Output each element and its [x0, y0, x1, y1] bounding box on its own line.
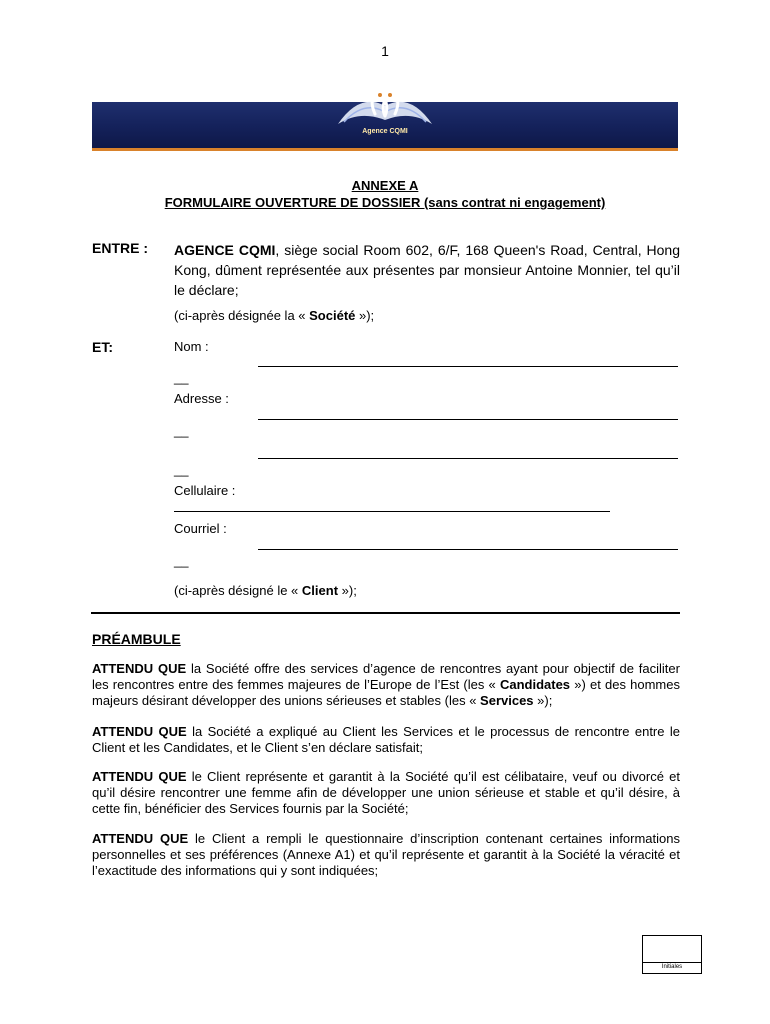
company-description	[174, 240, 680, 300]
adresse-line-1-end: __	[174, 423, 189, 438]
initials-label: Initiales	[661, 964, 683, 970]
company-name: AGENCE CQMI	[174, 242, 276, 258]
between-label: ENTRE :	[92, 240, 148, 256]
company-designation	[174, 308, 374, 323]
defined-term: Services	[480, 693, 534, 708]
cellulaire-line[interactable]	[174, 511, 610, 512]
nom-label: Nom :	[174, 339, 209, 354]
whereas-lead: ATTENDU QUE	[92, 661, 187, 676]
annex-title: ANNEXE A	[351, 178, 419, 193]
swan-logo-icon	[330, 84, 440, 148]
whereas-lead: ATTENDU QUE	[92, 831, 189, 846]
designation-suffix: »);	[355, 308, 375, 323]
nom-line-end: __	[174, 370, 189, 385]
paragraph-text: la Société offre des services d’agence de rencontres ayant pour objectif de faciliter les rencontres entre des femmes majeures de l’Europe de l’Est (les «	[92, 661, 680, 692]
client-designation	[174, 583, 357, 598]
cellulaire-label: Cellulaire :	[174, 483, 236, 498]
adresse-line-2-end: __	[174, 462, 189, 477]
initials-divider	[643, 962, 701, 963]
whereas-lead: ATTENDU QUE	[92, 769, 187, 784]
designation-term: Société	[309, 308, 356, 323]
initials-box[interactable]	[642, 935, 702, 974]
preamble-paragraph-2	[92, 724, 680, 756]
paragraph-text: le Client représente et garantit à la Société qu’il est célibataire, veuf ou divorcé et qu’il désire rencontrer une femme afin de développer une union sérieuse et stable et qu’il désire, à cette fin, bénéficier des Services fournis par la Société;	[92, 769, 680, 816]
preamble-paragraph-1	[92, 661, 680, 709]
whereas-lead: ATTENDU QUE	[92, 724, 187, 739]
paragraph-text: »);	[533, 693, 553, 708]
page-number: 1	[381, 43, 389, 59]
designation-prefix: (ci-après désignée la «	[174, 308, 310, 323]
form-title: FORMULAIRE OUVERTURE DE DOSSIER (sans contrat ni engagement)	[164, 195, 606, 210]
designation-term: Client	[301, 583, 339, 598]
preamble-title: PRÉAMBULE	[92, 631, 181, 647]
paragraph-text: le Client a rempli le questionnaire d’inscription contenant certaines informations personnelles et ses préférences (Annexe A1) et qu’il représente et garantit à la Société la véracité et l’exactitude des informations qui y sont indiquées;	[92, 831, 680, 878]
designation-prefix: (ci-après désigné le «	[174, 583, 302, 598]
company-address: , siège social Room 602, 6/F, 168 Queen's Road, Central, Hong Kong, dûment représentée aux présentes par monsieur Antoine Monnier, tel qu’il le déclare;	[174, 242, 680, 298]
courriel-line[interactable]	[258, 549, 678, 550]
section-divider	[91, 612, 680, 614]
courriel-label: Courriel :	[174, 521, 227, 536]
adresse-line-2[interactable]	[258, 458, 678, 459]
courriel-line-end: __	[174, 553, 189, 568]
paragraph-text: ») et des hommes majeurs désirant développer des unions sérieuses et stables (les «	[92, 677, 680, 708]
nom-line[interactable]	[258, 366, 678, 367]
defined-term: Candidates	[499, 677, 571, 692]
adresse-line-1[interactable]	[258, 419, 678, 420]
paragraph-text: la Société a expliqué au Client les Services et le processus de rencontre entre le Client et les Candidates, et le Client s’en déclare satisfait;	[92, 724, 680, 755]
adresse-label: Adresse :	[174, 391, 229, 406]
agency-name: Agence CQMI	[362, 128, 408, 135]
and-label: ET:	[92, 339, 113, 355]
preamble-paragraph-3	[92, 769, 680, 817]
preamble-paragraph-4	[92, 831, 680, 879]
designation-suffix: »);	[338, 583, 357, 598]
